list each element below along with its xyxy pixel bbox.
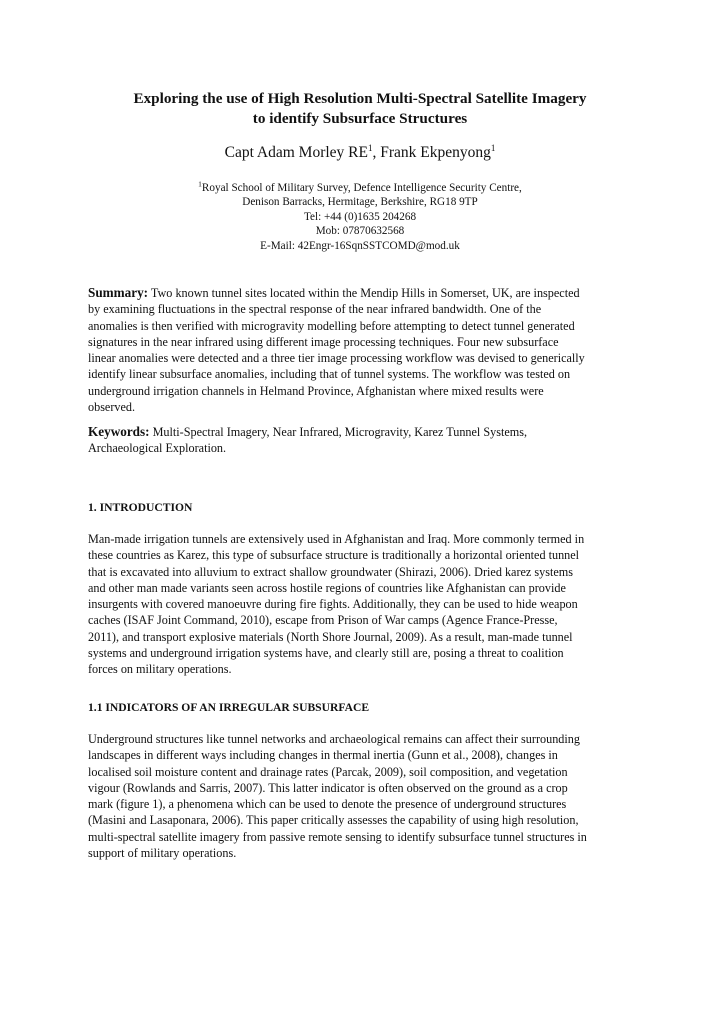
text-line: Archaeological Exploration. — [88, 441, 227, 456]
text-line: forces on military operations. — [88, 662, 232, 677]
affiliation-mobile: Mob: 07870632568 — [315, 225, 405, 238]
affiliation-marker: 1 — [490, 142, 496, 153]
text-line: support of military operations. — [88, 846, 237, 861]
text-line: signatures in the near infrared using different image processing techniques. Four new subsurface — [88, 334, 559, 349]
affiliation-block — [0, 181, 720, 253]
paper-title — [0, 89, 720, 129]
text-line: Summary: Two known tunnel sites located within the Mendip Hills in Somerset, UK, are inspected — [88, 285, 580, 300]
text-line: that is excavated into alluvium to extract shallow groundwater (Shirazi, 2006). Dried karez systems — [88, 564, 573, 579]
text-line: caches (ISAF Joint Command, 2010), escape from Prison of War camps (Agence France-Presse, — [88, 613, 558, 628]
title-line-2: to identify Subsurface Structures — [252, 110, 468, 127]
affiliation-marker: 1 — [198, 179, 202, 189]
text-line: multi-spectral satellite imagery from passive remote sensing to identify subsurface tunnel structures in — [88, 829, 587, 844]
text-line: underground irrigation channels in Helmand Province, Afghanistan where mixed results were — [88, 383, 544, 398]
summary-paragraph — [88, 285, 648, 415]
text-line: Underground structures like tunnel networks and archaeological remains can affect their surrounding — [88, 732, 580, 746]
text-line: observed. — [88, 400, 136, 415]
section-heading-introduction: 1. INTRODUCTION — [88, 501, 193, 514]
text-line: localised soil moisture content and drainage rates (Parcak, 2009), soil composition, and vegetation — [88, 764, 568, 779]
section-heading-indicators: 1.1 INDICATORS OF AN IRREGULAR SUBSURFACE — [88, 701, 370, 714]
text-line: 2011), and transport explosive materials (North Shore Journal, 2009). As a result, man-made tunnel — [88, 629, 573, 644]
text-line: and other man made variants seen across hostile regions of countries like Afghanistan can provide — [88, 580, 566, 595]
title-line-1: Exploring the use of High Resolution Multi-Spectral Satellite Imagery — [133, 90, 587, 107]
text-line: linear anomalies were detected and a three tier image processing workflow was devised to generically — [88, 351, 585, 366]
text-line: (Masini and Lasaponara, 2006). This paper critically assesses the capability of using high resolution, — [88, 813, 579, 828]
text-line: anomalies is then verified with microgravity modelling before attempting to detect tunnel generated — [88, 318, 575, 333]
affiliation-telephone: Tel: +44 (0)1635 204268 — [303, 210, 417, 223]
text-line: identify linear subsurface anomalies, including that of tunnel systems. The workflow was tested on — [88, 367, 571, 382]
author-list — [0, 143, 720, 163]
keywords-paragraph — [88, 424, 648, 457]
text-line: these countries as Karez, this type of subsurface structure is traditionally a horizontal oriented tunnel — [88, 548, 580, 563]
text-line: vigour (Rowlands and Sarris, 2007). This latter indicator is often observed on the ground as a crop — [88, 780, 568, 795]
text-line: Man-made irrigation tunnels are extensively used in Afghanistan and Iraq. More commonly termed in — [88, 532, 585, 546]
affiliation-email: E-Mail: 42Engr-16SqnSSTCOMD@mod.uk — [260, 239, 460, 252]
text-line: by examining fluctuations in the spectral response of the near infrared bandwidth. One of the — [88, 302, 542, 317]
text-line: mark (figure 1), a phenomena which can be used to denote the presence of underground structures — [88, 797, 567, 812]
keywords-label: Keywords: — [88, 424, 150, 439]
text-line: Keywords: Multi-Spectral Imagery, Near Infrared, Microgravity, Karez Tunnel Systems, — [88, 424, 528, 439]
affiliation-address: Denison Barracks, Hermitage, Berkshire, RG18 9TP — [242, 196, 478, 209]
summary-label: Summary: — [88, 285, 149, 300]
indicators-paragraph — [88, 731, 648, 861]
author-name: Frank Ekpenyong — [380, 144, 491, 161]
author-name: Capt Adam Morley RE — [224, 144, 368, 161]
introduction-paragraph — [88, 531, 648, 678]
text-line: insurgents with covered manoeuvre during fire fights. Additionally, they can be used to hide weapon — [88, 597, 578, 612]
text-line: systems and underground irrigation systems have, and clearly still are, posing a threat to coalition — [88, 646, 564, 661]
author-separator: , — [372, 144, 381, 161]
text-line: landscapes in different ways including changes in thermal inertia (Gunn et al., 2008), changes in — [88, 748, 558, 763]
affiliation-institution: $^1$Royal School of Military Survey, Defence Intelligence Security Centre, — [198, 179, 522, 194]
affiliation-marker: 1 — [367, 142, 373, 153]
